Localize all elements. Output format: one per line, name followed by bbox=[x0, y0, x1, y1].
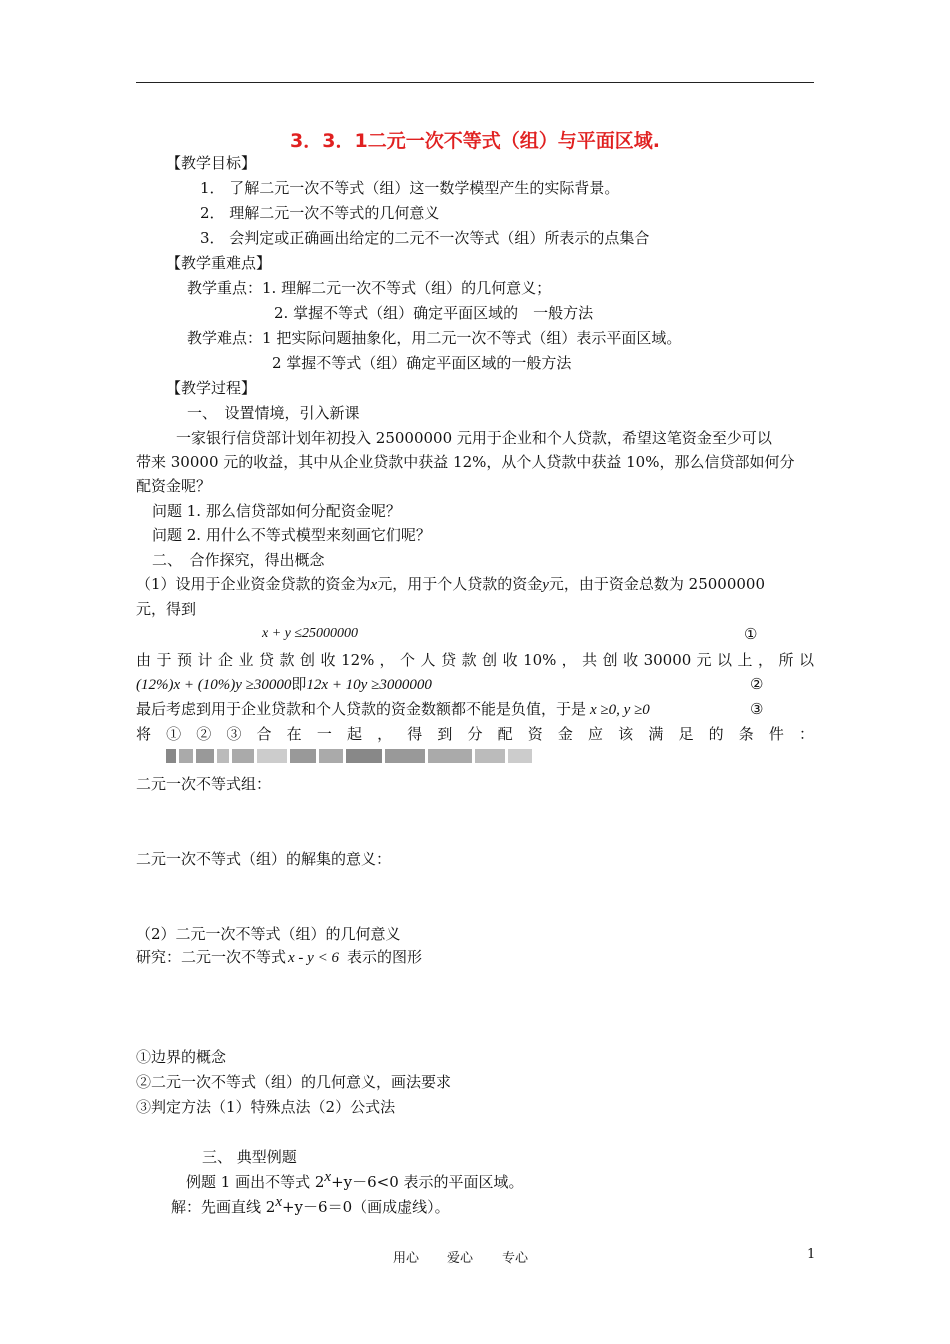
focus-line bbox=[187, 277, 551, 299]
equation-mark: ③ bbox=[750, 700, 764, 718]
focus-item: 1. 理解二元一次不等式（组）的几何意义； bbox=[262, 279, 552, 297]
page-title: 3．3．1二元一次不等式（组）与平面区域. bbox=[290, 130, 660, 152]
difficulty-item: 1 把实际问题抽象化，用二元一次不等式（组）表示平面区域。 bbox=[262, 329, 682, 347]
paragraph-line: 一家银行信贷部计划年初投入 25000000 元用于企业和个人贷款，希望这笔资金至少可以 bbox=[176, 429, 772, 447]
footer-text: 专心 bbox=[502, 1251, 529, 1266]
paragraph-line: 由 于 预 计 企 业 贷 款 创 收 12% ， 个 人 贷 款 创 收 10% ， 共 创 收 30000 元 以 上 ， 所 以 bbox=[136, 651, 814, 669]
example-line: 例题 1 画出不等式 2x+y－6<0 表示的平面区域。 bbox=[186, 1169, 524, 1191]
difficulty-item: 2 掌握不等式（组）确定平面区域的一般方法 bbox=[272, 354, 572, 372]
section-heading: 一、 设置情境，引入新课 bbox=[187, 404, 360, 422]
difficulty-label: 教学难点： bbox=[187, 329, 263, 347]
list-item: ②二元一次不等式（组）的几何意义，画法要求 bbox=[136, 1073, 452, 1091]
footer-text: 爱心 bbox=[447, 1251, 474, 1266]
focus-label: 教学重点： bbox=[187, 279, 263, 297]
variable-y: y bbox=[542, 577, 549, 593]
unreadable-formula bbox=[166, 749, 538, 763]
section-heading: 二、 合作探究，得出概念 bbox=[152, 551, 325, 569]
geometric-heading: （2）二元一次不等式（组）的几何意义 bbox=[136, 925, 401, 943]
paragraph-line: 带来 30000 元的收益，其中从企业贷款中获益 12%，从个人贷款中获益 10%，那么信贷部如何分 bbox=[136, 453, 795, 471]
list-item: ①边界的概念 bbox=[136, 1048, 227, 1066]
study-line: 研究：二元一次不等式 x - y < 6 表示的图形 bbox=[136, 948, 422, 966]
inequality-2a: (12%)x + (10%)y ≥30000 bbox=[136, 677, 292, 693]
focus-item: 2. 掌握不等式（组）确定平面区域的 一般方法 bbox=[274, 304, 594, 322]
header-rule bbox=[136, 82, 814, 83]
difficulty-line bbox=[187, 327, 681, 349]
paragraph-line: 最后考虑到用于企业贷款和个人贷款的资金数额都不能是负值，于是 x ≥0, y ≥0 bbox=[136, 700, 650, 718]
footer-text: 用心 bbox=[393, 1251, 420, 1266]
paragraph-line: （1）设用于企业资金贷款的资金为x元，用于个人贷款的资金y元，由于资金总数为 25000000 bbox=[136, 575, 766, 593]
objective-item: 2． 理解二元一次不等式的几何意义 bbox=[200, 204, 440, 222]
paragraph-line: 将 ① ② ③ 合 在 一 起 ， 得 到 分 配 资 金 应 该 满 足 的 条 件 ： bbox=[136, 725, 814, 743]
objectives-heading: 【教学目标】 bbox=[166, 154, 257, 172]
key-points-heading: 【教学重难点】 bbox=[166, 254, 272, 272]
system-label: 二元一次不等式组： bbox=[136, 775, 272, 793]
solution-line: 解：先画直线 2x+y－6＝0（画成虚线）。 bbox=[171, 1194, 450, 1216]
study-inequality: x - y < 6 bbox=[288, 950, 339, 966]
page-number: 1 bbox=[807, 1247, 816, 1262]
solution-set-label: 二元一次不等式（组）的解集的意义： bbox=[136, 850, 392, 868]
list-item: ③判定方法（1）特殊点法（2）公式法 bbox=[136, 1098, 396, 1116]
section-heading: 三、 典型例题 bbox=[202, 1148, 297, 1166]
variable-x: x bbox=[370, 577, 378, 593]
question: 问题 1. 那么信贷部如何分配资金呢？ bbox=[152, 502, 401, 520]
paragraph-line: 元，得到 bbox=[136, 600, 197, 618]
inequality-1: x + y ≤25000000 bbox=[262, 626, 359, 641]
inequality-3: x ≥0, y ≥0 bbox=[590, 702, 650, 718]
equation-mark: ① bbox=[744, 625, 758, 643]
process-heading: 【教学过程】 bbox=[166, 379, 257, 397]
paragraph-line: 配资金呢？ bbox=[136, 477, 212, 495]
objective-item: 3． 会判定或正确画出给定的二元不一次等式（组）所表示的点集合 bbox=[200, 229, 650, 247]
equation-mark: ② bbox=[750, 675, 764, 693]
question: 问题 2. 用什么不等式模型来刻画它们呢？ bbox=[152, 526, 431, 544]
inequality-2-line: (12%)x + (10%)y ≥30000即12x + 10y ≥3000000 bbox=[136, 675, 432, 693]
inequality-2b: 12x + 10y ≥3000000 bbox=[306, 677, 432, 693]
objective-item: 1． 了解二元一次不等式（组）这一数学模型产生的实际背景。 bbox=[200, 179, 620, 197]
